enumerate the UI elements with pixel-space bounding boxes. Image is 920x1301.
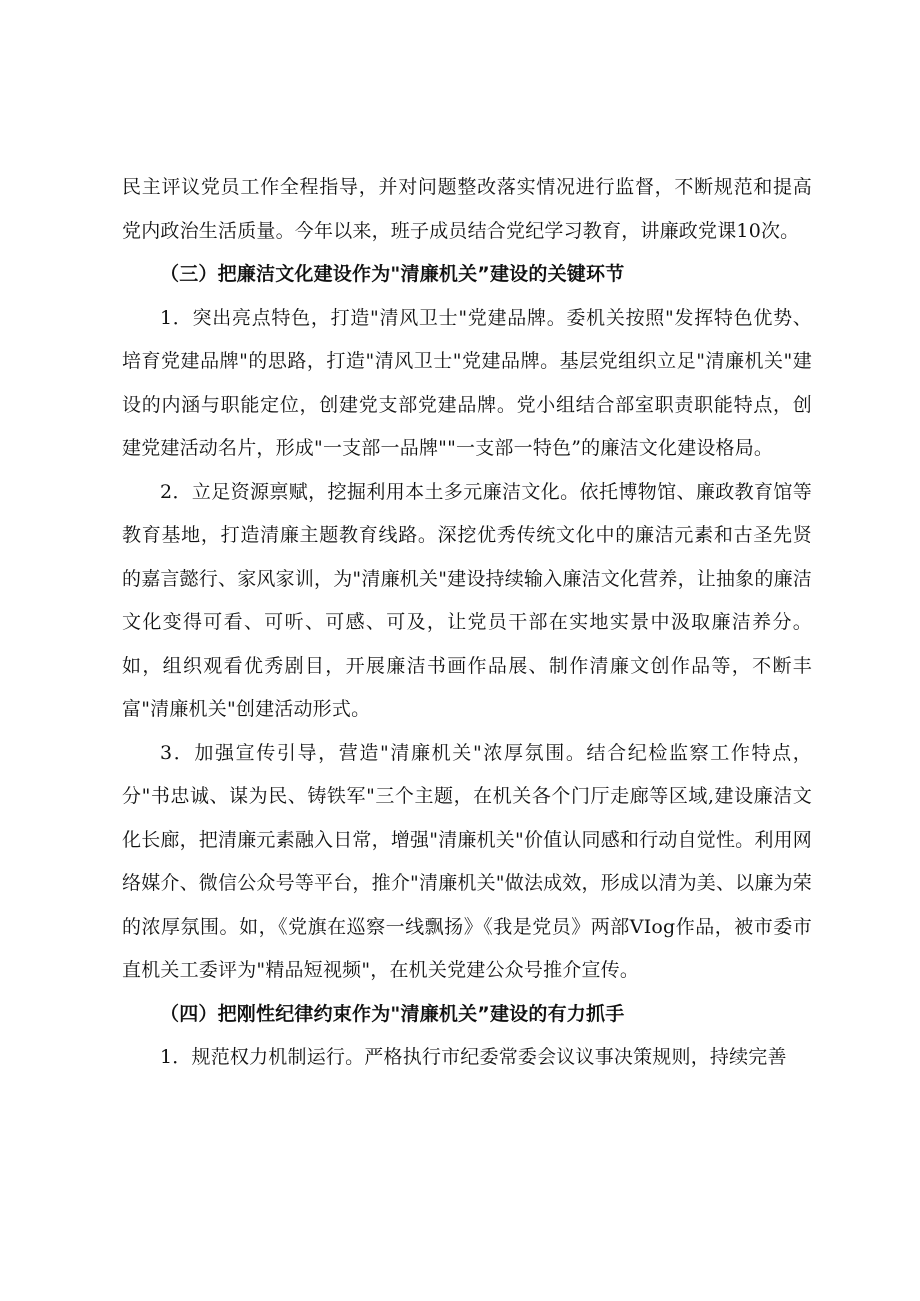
section-heading-3: （三）把廉洁文化建设作为"清廉机关”建设的关键环节 [160,263,625,285]
paragraph-continuation: 民主评议党员工作全程指导，并对问题整改落实情况进行监督，不断规范和提高党内政治生活质量。今年以来，班子成员结合党纪学习教育，讲廉政党课10次。 [122,176,812,242]
document-body [122,166,812,1080]
paragraph-3-1: 1．突出亮点特色，打造"清风卫士"党建品牌。委机关按照"发挥特色优势、培育党建品牌"的思路，打造"清风卫士"党建品牌。基层党组织立足"清廉机关"建设的内涵与职能定位，创建党支部党建品牌。党小组结合部室职责职能特点，创建党建活动名片，形成"一支部一品牌""一支部一特色”的廉洁文化建设格局。 [122,306,812,459]
paragraph-3-3: 3．加强宣传引导，营造"清廉机关"浓厚氛围。结合纪检监察工作特点，分"书忠诚、谋为民、铸铁军"三个主题，在机关各个门厅走廊等区域,建设廉洁文化长廊，把清廉元素融入日常，增强"清廉机关"价值认同感和行动自觉性。利用网络媒介、微信公众号等平台，推介"清廉机关"做法成效，形成以清为美、以廉为荣的浓厚氛围。如，《党旗在巡察一线飘扬》《我是党员》两部VIog作品，被市委市直机关工委评为"精品短视频"，在机关党建公众号推介宣传。 [122,741,812,981]
section-heading-4: （四）把刚性纪律约束作为"清廉机关”建设的有力抓手 [160,1002,625,1025]
paragraph-3-2: 2．立足资源禀赋，挖掘利用本土多元廉洁文化。依托博物馆、廉政教育馆等教育基地，打造清廉主题教育线路。深挖优秀传统文化中的廉洁元素和古圣先贤的嘉言懿行、家风家训，为"清廉机关"建设持续输入廉洁文化营养，让抽象的廉洁文化变得可看、可听、可感、可及，让党员干部在实地实景中汲取廉洁养分。如，组织观看优秀剧目，开展廉洁书画作品展、制作清廉文创作品等，不断丰富"清廉机关"创建活动形式。 [122,480,812,720]
paragraph-4-1: 1．规范权力机制运行。严格执行市纪委常委会议议事决策规则，持续完善 [160,1046,787,1068]
